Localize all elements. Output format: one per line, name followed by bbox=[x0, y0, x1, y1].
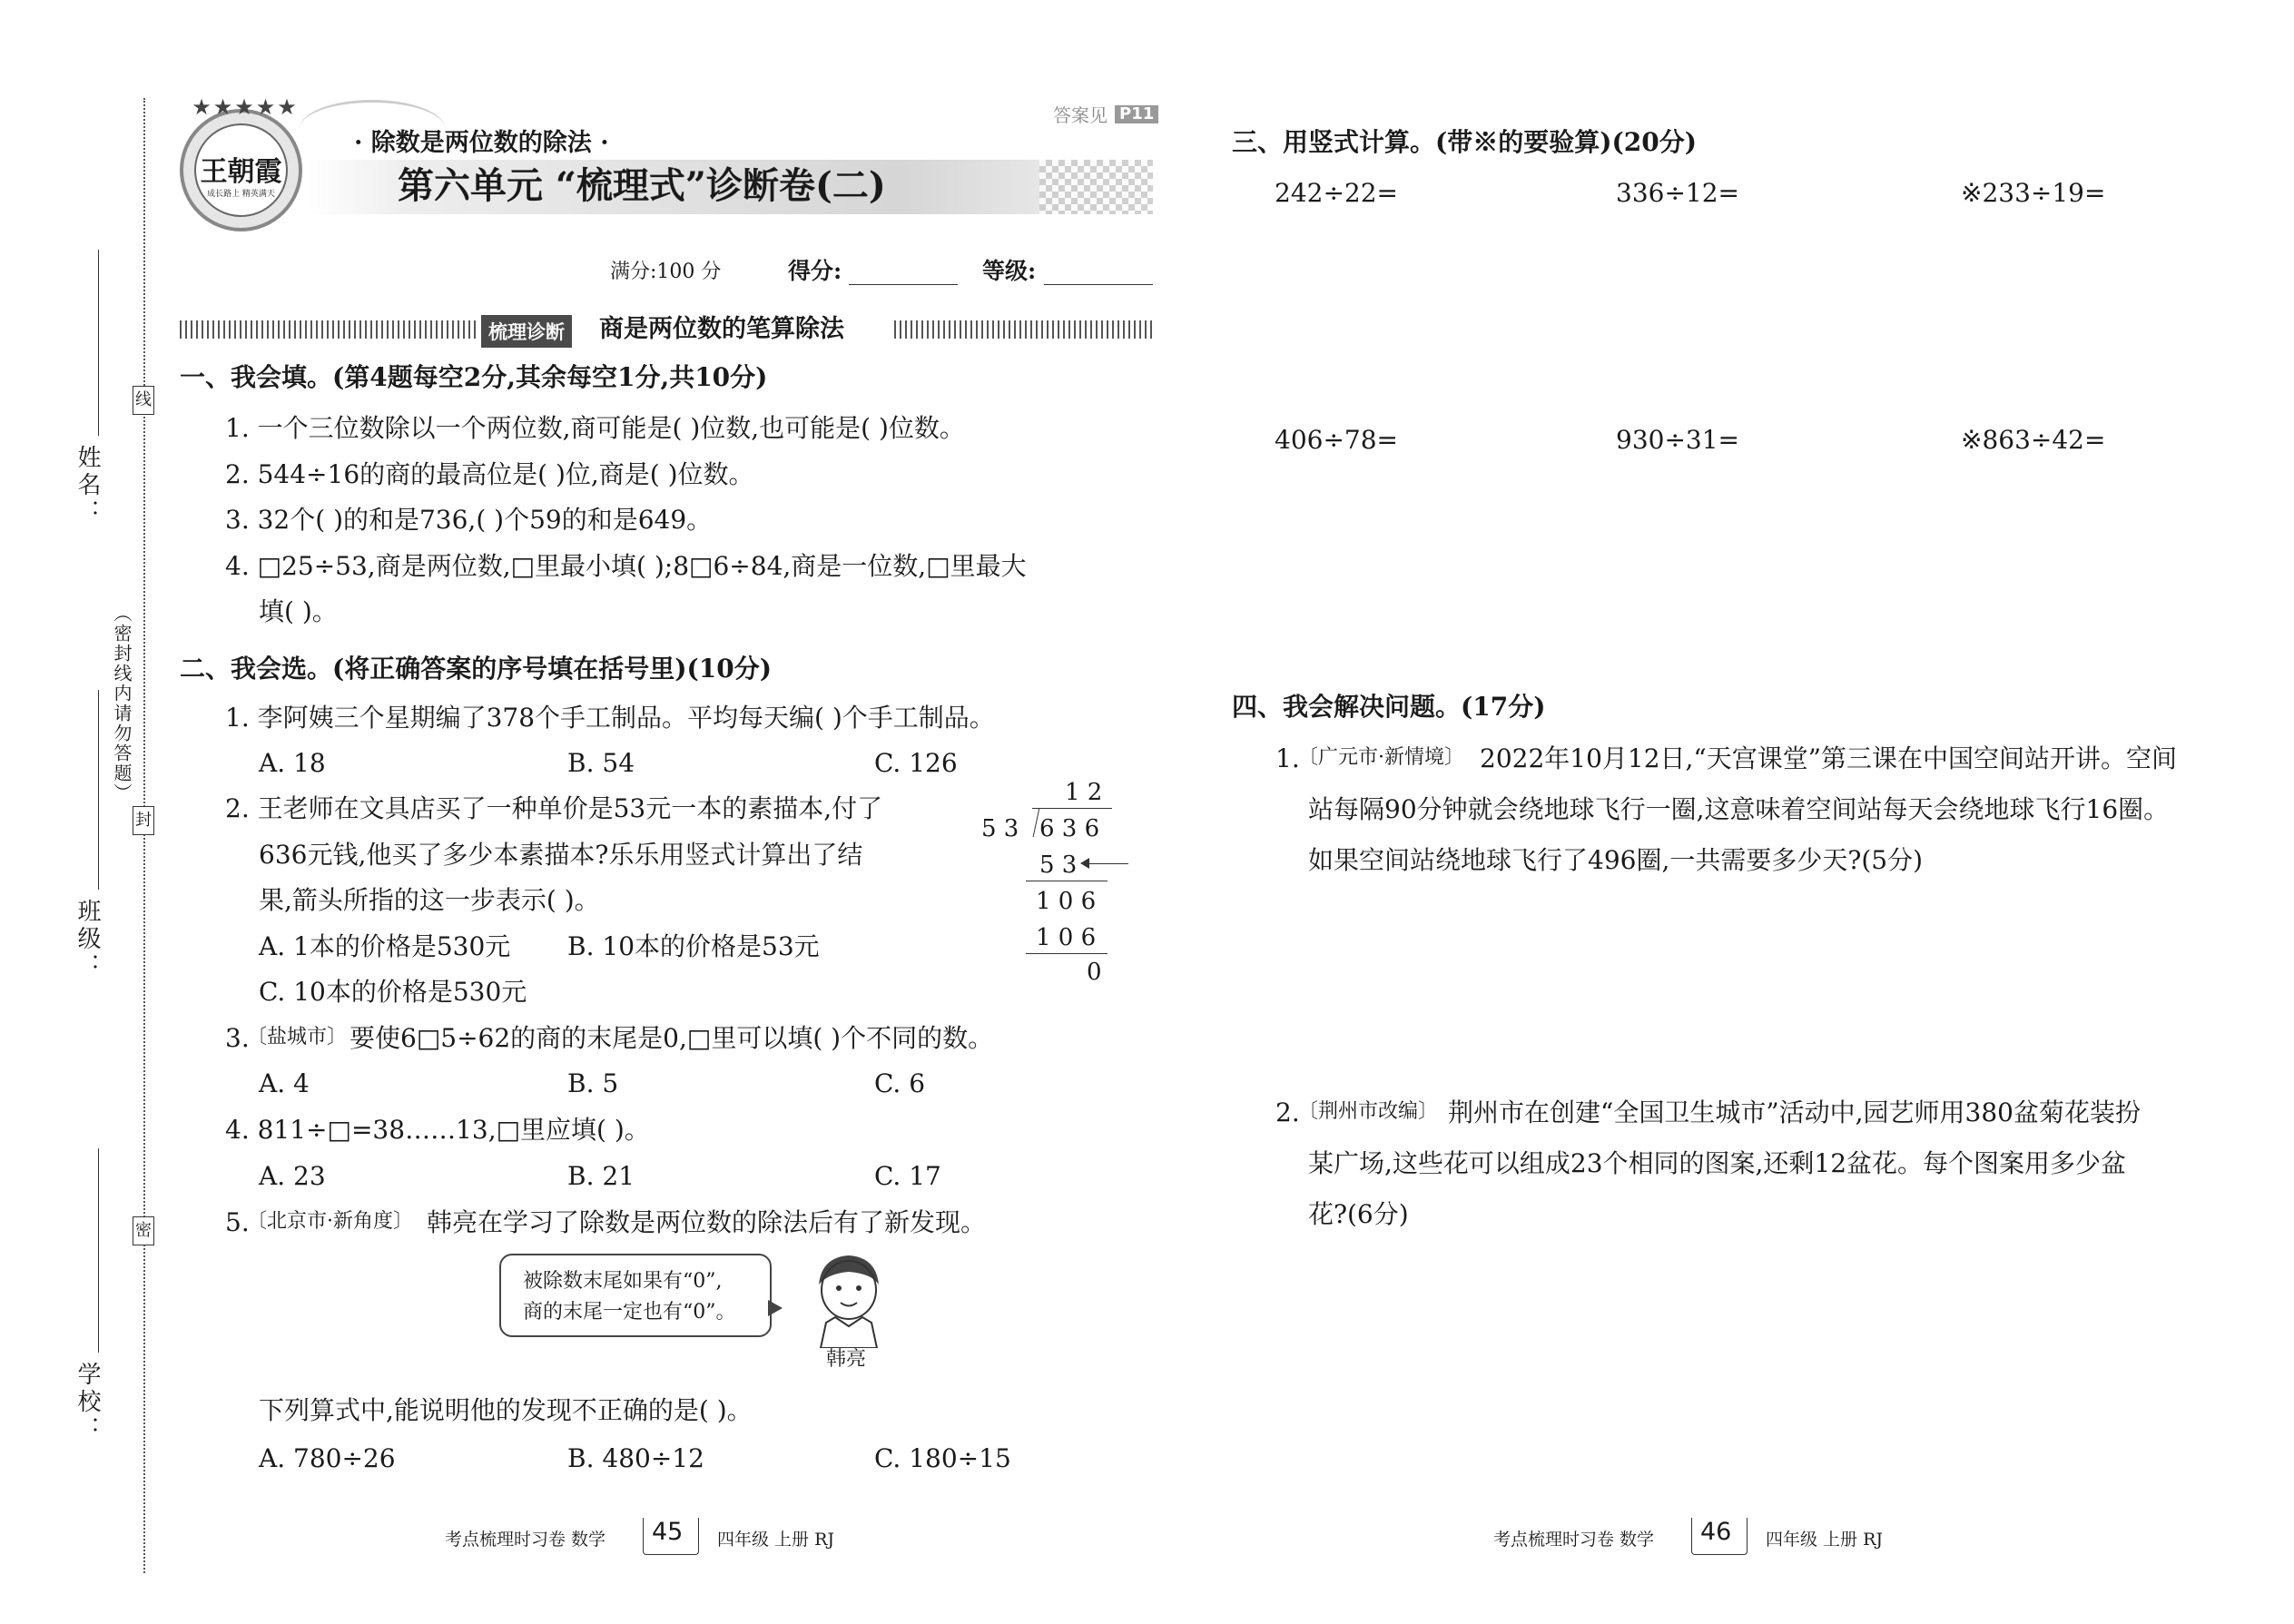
person-name: 韩亮 bbox=[826, 1348, 867, 1371]
part4-p1-line2: 站每隔90分钟就会绕地球飞行一圈,这意味着空间站每天会绕地球飞行16圈。 bbox=[1308, 794, 2170, 824]
part2-q5-opt-b[interactable]: B. 480÷12 bbox=[567, 1443, 704, 1473]
part2-q5-opt-c[interactable]: C. 180÷15 bbox=[874, 1443, 1011, 1473]
bubble-tail bbox=[768, 1300, 783, 1316]
part2-q2-opt-b[interactable]: B. 10本的价格是53元 bbox=[567, 931, 820, 961]
part3-r2-c1[interactable]: 406÷78= bbox=[1275, 425, 1398, 455]
footer-left-page: 45 bbox=[652, 1518, 684, 1546]
part2-q1-opt-a[interactable]: A. 18 bbox=[259, 748, 326, 778]
arrowhead-icon bbox=[1080, 858, 1089, 869]
part2-q2-line2: 636元钱,他买了多少本素描本?乐乐用竖式计算出了结 bbox=[259, 840, 863, 870]
part2-q2-opt-c[interactable]: C. 10本的价格是530元 bbox=[259, 977, 527, 1007]
division-quotient: 1 2 bbox=[1065, 779, 1103, 806]
part2-q4-opt-a[interactable]: A. 23 bbox=[259, 1161, 326, 1191]
part2-q2-opt-a[interactable]: A. 1本的价格是530元 bbox=[259, 931, 511, 961]
part2-q5: 韩亮在学习了除数是两位数的除法后有了新发现。 bbox=[427, 1207, 987, 1237]
footer-right-grade: 四年级 上册 RJ bbox=[1766, 1530, 1884, 1550]
division-remainder: 0 bbox=[1087, 959, 1102, 986]
part2-q5-num: 5. bbox=[225, 1207, 250, 1237]
logo-text: 王朝霞 bbox=[200, 156, 282, 188]
school-label: 学校： bbox=[74, 1362, 101, 1443]
banner-title: 商是两位数的笔算除法 bbox=[599, 315, 844, 343]
grade-field[interactable] bbox=[1044, 284, 1153, 285]
cut-line bbox=[143, 98, 145, 1573]
banner-tag: 梳理诊断 bbox=[481, 315, 572, 348]
part2-q1-opt-b[interactable]: B. 54 bbox=[567, 748, 635, 778]
part2-heading: 二、我会选。(将正确答案的序号填在括号里)(10分) bbox=[180, 654, 772, 684]
division-dividend: 6 3 6 bbox=[1039, 815, 1100, 842]
arrow-icon bbox=[1083, 863, 1128, 864]
division-bracket bbox=[1022, 808, 1040, 837]
division-step2: 1 0 6 bbox=[1036, 888, 1097, 915]
logo-stars: ★★★★★ bbox=[192, 94, 299, 120]
division-step1: 5 3 bbox=[1039, 851, 1078, 879]
grade-label: 等级: bbox=[982, 258, 1037, 284]
part1-q4b: 填( )。 bbox=[259, 596, 338, 626]
part4-p2-line3: 花?(6分) bbox=[1308, 1199, 1409, 1229]
part4-p2-tag: 〔荆州市改编〕 bbox=[1298, 1100, 1439, 1123]
cut-char-1: 线 bbox=[133, 386, 154, 415]
part2-q3-opt-a[interactable]: A. 4 bbox=[259, 1068, 310, 1098]
name-field[interactable] bbox=[98, 250, 99, 436]
logo-inner bbox=[194, 123, 288, 217]
binding-margin bbox=[0, 0, 154, 1624]
part1-q3: 3. 32个( )的和是736,( )个59的和是649。 bbox=[225, 505, 713, 535]
division-bar bbox=[1032, 808, 1112, 809]
part1-q1: 1. 一个三位数除以一个两位数,商可能是( )位数,也可能是( )位数。 bbox=[225, 413, 965, 443]
part2-q4-opt-b[interactable]: B. 21 bbox=[567, 1161, 635, 1191]
footer-left-text: 考点梳理时习卷 数学 bbox=[445, 1530, 606, 1550]
full-score: 满分:100 分 bbox=[610, 261, 722, 283]
banner-stripes-left bbox=[180, 320, 479, 339]
bubble-line-2: 商的末尾一定也有“0”。 bbox=[523, 1301, 736, 1324]
footer-left-grade: 四年级 上册 RJ bbox=[717, 1530, 835, 1550]
score-field[interactable] bbox=[849, 284, 958, 285]
answer-ref-page: P11 bbox=[1115, 105, 1158, 123]
part4-p2-line1: 荆州市在创建“全国卫生城市”活动中,园艺师用380盆菊花装扮 bbox=[1448, 1097, 2141, 1127]
part2-q4-opt-c[interactable]: C. 17 bbox=[874, 1161, 941, 1191]
part2-q2-line3: 果,箭头所指的这一步表示( )。 bbox=[259, 885, 600, 915]
school-field[interactable] bbox=[98, 1148, 99, 1353]
logo bbox=[180, 94, 302, 231]
part4-heading: 四、我会解决问题。(17分) bbox=[1232, 692, 1546, 722]
part2-q3-tag: 〔盐城市〕 bbox=[247, 1026, 348, 1048]
part3-r1-c2[interactable]: 336÷12= bbox=[1616, 178, 1739, 208]
part2-q3-num: 3. bbox=[225, 1023, 250, 1053]
division-divisor: 5 3 bbox=[981, 815, 1019, 842]
part2-q3: 要使6□5÷62的商的末尾是0,□里可以填( )个不同的数。 bbox=[350, 1023, 994, 1053]
part2-q5-opt-a[interactable]: A. 780÷26 bbox=[259, 1443, 396, 1473]
part1-heading: 一、我会填。(第4题每空2分,其余每空1分,共10分) bbox=[180, 362, 768, 392]
footer-right-text: 考点梳理时习卷 数学 bbox=[1493, 1530, 1655, 1550]
long-division bbox=[976, 779, 1139, 997]
cut-char-3: 密 bbox=[133, 1216, 154, 1245]
division-line-2 bbox=[1026, 953, 1108, 954]
part3-r1-c3[interactable]: ※233÷19= bbox=[1961, 178, 2106, 208]
part4-p1-tag: 〔广元市·新情境〕 bbox=[1298, 746, 1464, 769]
part3-r1-c1[interactable]: 242÷22= bbox=[1275, 178, 1398, 208]
cut-char-2: 封 bbox=[133, 806, 154, 835]
part3-r2-c3[interactable]: ※863÷42= bbox=[1961, 425, 2106, 455]
part3-r2-c2[interactable]: 930÷31= bbox=[1616, 425, 1739, 455]
part2-q1-opt-c[interactable]: C. 126 bbox=[874, 748, 958, 778]
part4-p1-line3: 如果空间站绕地球飞行了496圈,一共需要多少天?(5分) bbox=[1308, 845, 1924, 875]
name-label: 姓名： bbox=[74, 445, 101, 527]
part4-p2-line2: 某广场,这些花可以组成23个相同的图案,还剩12盆花。每个图案用多少盆 bbox=[1308, 1148, 2127, 1178]
part1-q2: 2. 544÷16的商的最高位是( )位,商是( )位数。 bbox=[225, 459, 754, 489]
class-label: 班级： bbox=[74, 899, 101, 980]
part2-q3-opt-b[interactable]: B. 5 bbox=[567, 1068, 619, 1098]
answer-ref-label: 答案见 bbox=[1053, 104, 1108, 126]
speech-bubble bbox=[499, 1254, 772, 1337]
part2-q3-opt-c[interactable]: C. 6 bbox=[874, 1068, 926, 1098]
seal-note: （密封线内请勿答题） bbox=[111, 604, 133, 803]
banner-stripes-right bbox=[894, 320, 1153, 339]
division-step3: 1 0 6 bbox=[1036, 924, 1097, 951]
score-label: 得分: bbox=[788, 258, 842, 284]
part2-q5-tag: 〔北京市·新角度〕 bbox=[247, 1210, 413, 1233]
class-field[interactable] bbox=[98, 690, 99, 890]
page-title: 第六单元 “梳理式”诊断卷(二) bbox=[398, 164, 886, 207]
part2-q4: 4. 811÷□=38……13,□里应填( )。 bbox=[225, 1115, 650, 1145]
part2-q2-line1: 2. 王老师在文具店买了一种单价是53元一本的素描本,付了 bbox=[225, 793, 883, 823]
part2-q1: 1. 李阿姨三个星期编了378个手工制品。平均每天编( )个手工制品。 bbox=[225, 703, 995, 733]
part1-q4a: 4. □25÷53,商是两位数,□里最小填( );8□6÷84,商是一位数,□里最大 bbox=[225, 551, 1027, 581]
part3-heading: 三、用竖式计算。(带※的要验算)(20分) bbox=[1232, 127, 1697, 157]
part4-p1-num: 1. bbox=[1275, 743, 1300, 773]
bubble-line-1: 被除数末尾如果有“0”, bbox=[523, 1270, 723, 1293]
logo-subtext: 成长路上 精英满天 bbox=[207, 190, 275, 199]
part2-q5-ask: 下列算式中,能说明他的发现不正确的是( )。 bbox=[259, 1395, 753, 1425]
title-checker bbox=[1039, 160, 1153, 214]
footer-right-page: 46 bbox=[1700, 1518, 1732, 1546]
unit-subtitle: · 除数是两位数的除法 · bbox=[354, 129, 609, 157]
part4-p1-line1: 2022年10月12日,“天宫课堂”第三课在中国空间站开讲。空间 bbox=[1480, 743, 2178, 773]
person-avatar bbox=[799, 1248, 899, 1348]
part4-p2-num: 2. bbox=[1275, 1097, 1300, 1127]
